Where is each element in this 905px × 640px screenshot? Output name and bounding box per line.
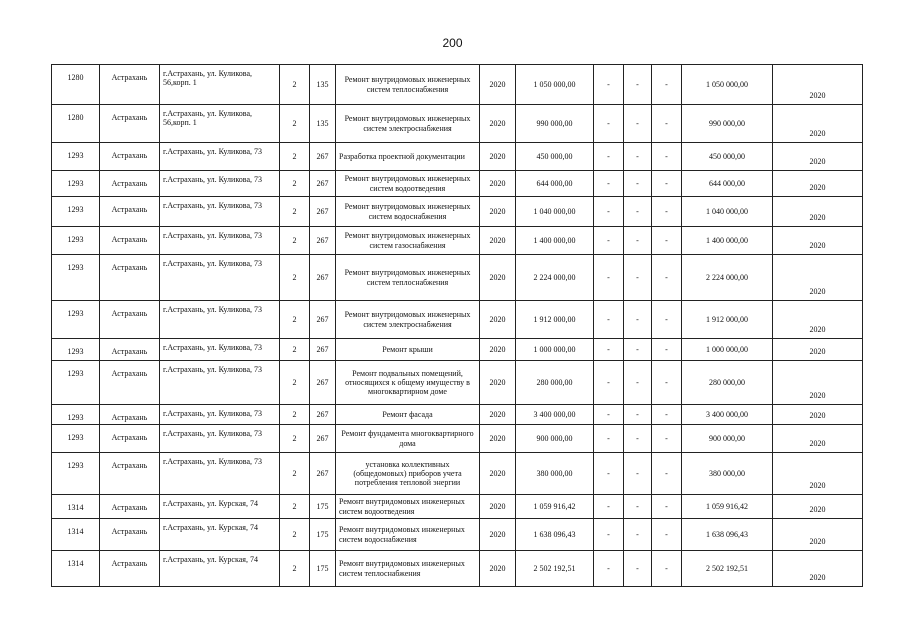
cell-dash-c: -	[652, 227, 682, 255]
cell-dash-c: -	[652, 495, 682, 519]
cell-cost: 280 000,00	[516, 361, 594, 405]
cell-total: 1 040 000,00	[682, 197, 773, 227]
cell-dash-b: -	[624, 197, 652, 227]
cell-floors: 2	[280, 519, 310, 551]
cell-floors: 2	[280, 105, 310, 143]
cell-house-id: 1314	[52, 495, 100, 519]
cell-cost: 1 040 000,00	[516, 197, 594, 227]
cell-dash-a: -	[594, 105, 624, 143]
cell-number: 135	[310, 105, 336, 143]
cell-house-id: 1293	[52, 197, 100, 227]
cell-total: 1 912 000,00	[682, 301, 773, 339]
cell-floors: 2	[280, 171, 310, 197]
cell-dash-c: -	[652, 197, 682, 227]
cell-house-id: 1293	[52, 255, 100, 301]
cell-year: 2020	[773, 425, 863, 453]
cell-floors: 2	[280, 361, 310, 405]
cell-house-id: 1293	[52, 301, 100, 339]
table-row	[52, 453, 863, 495]
cell-floors: 2	[280, 405, 310, 425]
cell-dash-b: -	[624, 227, 652, 255]
cell-city: Астрахань	[100, 143, 160, 171]
cell-work-type: Ремонт внутридомовых инженерных систем газоснабжения	[336, 227, 480, 255]
cell-dash-b: -	[624, 255, 652, 301]
cell-work-type: Ремонт внутридомовых инженерных систем теплоснабжения	[336, 551, 480, 587]
cell-work-type: Ремонт внутридомовых инженерных систем теплоснабжения	[336, 65, 480, 105]
cell-house-id: 1280	[52, 65, 100, 105]
cell-total: 380 000,00	[682, 453, 773, 495]
cell-plan-year: 2020	[480, 551, 516, 587]
cell-work-type: Ремонт внутридомовых инженерных систем водоснабжения	[336, 197, 480, 227]
cell-dash-a: -	[594, 425, 624, 453]
cell-city: Астрахань	[100, 171, 160, 197]
cell-work-type: Ремонт внутридомовых инженерных систем водоснабжения	[336, 519, 480, 551]
cell-cost: 1 912 000,00	[516, 301, 594, 339]
cell-year: 2020	[773, 405, 863, 425]
cell-dash-b: -	[624, 143, 652, 171]
cell-number: 175	[310, 519, 336, 551]
cell-city: Астрахань	[100, 197, 160, 227]
cell-cost: 450 000,00	[516, 143, 594, 171]
cell-dash-a: -	[594, 197, 624, 227]
cell-year: 2020	[773, 301, 863, 339]
cell-house-id: 1293	[52, 171, 100, 197]
cell-cost: 380 000,00	[516, 453, 594, 495]
cell-floors: 2	[280, 425, 310, 453]
cell-city: Астрахань	[100, 339, 160, 361]
cell-dash-c: -	[652, 301, 682, 339]
cell-plan-year: 2020	[480, 65, 516, 105]
cell-dash-a: -	[594, 405, 624, 425]
cell-work-type: Ремонт крыши	[336, 339, 480, 361]
cell-number: 267	[310, 425, 336, 453]
cell-year: 2020	[773, 255, 863, 301]
cell-plan-year: 2020	[480, 519, 516, 551]
cell-dash-a: -	[594, 339, 624, 361]
cell-dash-a: -	[594, 255, 624, 301]
cell-dash-b: -	[624, 301, 652, 339]
cell-year: 2020	[773, 519, 863, 551]
cell-cost: 900 000,00	[516, 425, 594, 453]
cell-dash-b: -	[624, 551, 652, 587]
cell-address: г.Астрахань, ул. Куликова, 56,корп. 1	[160, 105, 280, 143]
cell-work-type: Ремонт внутридомовых инженерных систем водоотведения	[336, 495, 480, 519]
cell-year: 2020	[773, 105, 863, 143]
cell-plan-year: 2020	[480, 143, 516, 171]
table-row	[52, 405, 863, 425]
cell-city: Астрахань	[100, 301, 160, 339]
cell-plan-year: 2020	[480, 361, 516, 405]
cell-total: 1 000 000,00	[682, 339, 773, 361]
cell-dash-b: -	[624, 339, 652, 361]
table-row	[52, 425, 863, 453]
cell-year: 2020	[773, 495, 863, 519]
cell-total: 280 000,00	[682, 361, 773, 405]
cell-address: г.Астрахань, ул. Куликова, 73	[160, 425, 280, 453]
cell-dash-c: -	[652, 519, 682, 551]
cell-address: г.Астрахань, ул. Курская, 74	[160, 519, 280, 551]
cell-work-type: Разработка проектной документации	[336, 143, 480, 171]
cell-plan-year: 2020	[480, 453, 516, 495]
cell-dash-a: -	[594, 301, 624, 339]
cell-total: 2 224 000,00	[682, 255, 773, 301]
cell-address: г.Астрахань, ул. Куликова, 73	[160, 405, 280, 425]
cell-number: 267	[310, 301, 336, 339]
cell-dash-a: -	[594, 551, 624, 587]
cell-city: Астрахань	[100, 495, 160, 519]
page-number: 200	[442, 36, 463, 50]
cell-house-id: 1280	[52, 105, 100, 143]
cell-dash-c: -	[652, 425, 682, 453]
cell-number: 267	[310, 143, 336, 171]
cell-address: г.Астрахань, ул. Куликова, 73	[160, 361, 280, 405]
cell-cost: 1 400 000,00	[516, 227, 594, 255]
cell-dash-b: -	[624, 65, 652, 105]
cell-total: 1 638 096,43	[682, 519, 773, 551]
table-row	[52, 197, 863, 227]
cell-number: 267	[310, 339, 336, 361]
cell-total: 990 000,00	[682, 105, 773, 143]
cell-address: г.Астрахань, ул. Куликова, 73	[160, 301, 280, 339]
cell-dash-b: -	[624, 453, 652, 495]
cell-house-id: 1314	[52, 551, 100, 587]
cell-house-id: 1293	[52, 425, 100, 453]
cell-number: 267	[310, 405, 336, 425]
cell-house-id: 1293	[52, 227, 100, 255]
cell-cost: 1 000 000,00	[516, 339, 594, 361]
cell-plan-year: 2020	[480, 105, 516, 143]
cell-address: г.Астрахань, ул. Курская, 74	[160, 495, 280, 519]
cell-dash-c: -	[652, 339, 682, 361]
cell-address: г.Астрахань, ул. Куликова, 73	[160, 197, 280, 227]
cell-plan-year: 2020	[480, 255, 516, 301]
cell-dash-c: -	[652, 171, 682, 197]
cell-year: 2020	[773, 551, 863, 587]
cell-cost: 1 050 000,00	[516, 65, 594, 105]
cell-year: 2020	[773, 197, 863, 227]
cell-dash-a: -	[594, 143, 624, 171]
cell-plan-year: 2020	[480, 495, 516, 519]
cell-dash-c: -	[652, 405, 682, 425]
cell-house-id: 1293	[52, 339, 100, 361]
cell-total: 644 000,00	[682, 171, 773, 197]
cell-plan-year: 2020	[480, 339, 516, 361]
cell-plan-year: 2020	[480, 227, 516, 255]
cell-dash-b: -	[624, 105, 652, 143]
cell-number: 175	[310, 495, 336, 519]
cell-address: г.Астрахань, ул. Куликова, 73	[160, 227, 280, 255]
cell-city: Астрахань	[100, 361, 160, 405]
cell-dash-b: -	[624, 495, 652, 519]
cell-city: Астрахань	[100, 551, 160, 587]
cell-floors: 2	[280, 255, 310, 301]
cell-dash-a: -	[594, 495, 624, 519]
cell-number: 267	[310, 197, 336, 227]
cell-number: 267	[310, 361, 336, 405]
cell-total: 2 502 192,51	[682, 551, 773, 587]
cell-address: г.Астрахань, ул. Куликова, 73	[160, 453, 280, 495]
cell-plan-year: 2020	[480, 197, 516, 227]
cell-floors: 2	[280, 197, 310, 227]
table-row	[52, 255, 863, 301]
cell-total: 1 059 916,42	[682, 495, 773, 519]
cell-address: г.Астрахань, ул. Куликова, 73	[160, 339, 280, 361]
cell-work-type: Ремонт фасада	[336, 405, 480, 425]
cell-work-type: Ремонт подвальных помещений, относящихся к общему имуществу в многоквартирном доме	[336, 361, 480, 405]
cell-number: 267	[310, 453, 336, 495]
cell-floors: 2	[280, 65, 310, 105]
cell-house-id: 1293	[52, 453, 100, 495]
cell-year: 2020	[773, 453, 863, 495]
cell-number: 175	[310, 551, 336, 587]
cell-dash-c: -	[652, 361, 682, 405]
cell-floors: 2	[280, 301, 310, 339]
cell-cost: 2 224 000,00	[516, 255, 594, 301]
cell-dash-b: -	[624, 405, 652, 425]
table-row	[52, 65, 863, 105]
cell-number: 267	[310, 255, 336, 301]
table-row	[52, 227, 863, 255]
cell-work-type: Ремонт внутридомовых инженерных систем электроснабжения	[336, 105, 480, 143]
cell-total: 3 400 000,00	[682, 405, 773, 425]
cell-city: Астрахань	[100, 255, 160, 301]
cell-year: 2020	[773, 227, 863, 255]
cell-year: 2020	[773, 143, 863, 171]
cell-work-type: Ремонт внутридомовых инженерных систем электроснабжения	[336, 301, 480, 339]
cell-house-id: 1293	[52, 405, 100, 425]
cell-total: 900 000,00	[682, 425, 773, 453]
cell-plan-year: 2020	[480, 301, 516, 339]
table-row	[52, 519, 863, 551]
cell-year: 2020	[773, 65, 863, 105]
cell-dash-a: -	[594, 171, 624, 197]
cell-dash-b: -	[624, 361, 652, 405]
cell-dash-c: -	[652, 453, 682, 495]
cell-city: Астрахань	[100, 405, 160, 425]
cell-floors: 2	[280, 551, 310, 587]
cell-city: Астрахань	[100, 105, 160, 143]
table-row	[52, 551, 863, 587]
table-row	[52, 105, 863, 143]
table-row	[52, 171, 863, 197]
cell-house-id: 1293	[52, 143, 100, 171]
cell-dash-c: -	[652, 551, 682, 587]
cell-cost: 1 059 916,42	[516, 495, 594, 519]
cell-plan-year: 2020	[480, 171, 516, 197]
cell-dash-a: -	[594, 453, 624, 495]
table-row	[52, 339, 863, 361]
table-row	[52, 361, 863, 405]
table-body	[52, 65, 863, 587]
capital-repair-table	[51, 64, 863, 587]
table-row	[52, 301, 863, 339]
cell-dash-a: -	[594, 65, 624, 105]
cell-cost: 990 000,00	[516, 105, 594, 143]
cell-address: г.Астрахань, ул. Куликова, 73	[160, 143, 280, 171]
cell-cost: 3 400 000,00	[516, 405, 594, 425]
cell-city: Астрахань	[100, 227, 160, 255]
cell-dash-c: -	[652, 143, 682, 171]
cell-address: г.Астрахань, ул. Куликова, 73	[160, 255, 280, 301]
cell-dash-a: -	[594, 227, 624, 255]
cell-dash-c: -	[652, 105, 682, 143]
cell-number: 267	[310, 171, 336, 197]
cell-cost: 2 502 192,51	[516, 551, 594, 587]
cell-address: г.Астрахань, ул. Куликова, 56,корп. 1	[160, 65, 280, 105]
cell-year: 2020	[773, 361, 863, 405]
cell-city: Астрахань	[100, 453, 160, 495]
cell-total: 1 400 000,00	[682, 227, 773, 255]
cell-number: 267	[310, 227, 336, 255]
cell-total: 1 050 000,00	[682, 65, 773, 105]
cell-floors: 2	[280, 495, 310, 519]
cell-year: 2020	[773, 339, 863, 361]
cell-work-type: Ремонт фундамента многоквартирного дома	[336, 425, 480, 453]
cell-city: Астрахань	[100, 425, 160, 453]
cell-cost: 1 638 096,43	[516, 519, 594, 551]
cell-plan-year: 2020	[480, 425, 516, 453]
cell-address: г.Астрахань, ул. Курская, 74	[160, 551, 280, 587]
cell-floors: 2	[280, 339, 310, 361]
cell-house-id: 1314	[52, 519, 100, 551]
cell-year: 2020	[773, 171, 863, 197]
table-row	[52, 143, 863, 171]
cell-work-type: установка коллективных (общедомовых) приборов учета потребления тепловой энергии	[336, 453, 480, 495]
cell-number: 135	[310, 65, 336, 105]
cell-city: Астрахань	[100, 519, 160, 551]
cell-dash-a: -	[594, 361, 624, 405]
cell-dash-a: -	[594, 519, 624, 551]
cell-dash-b: -	[624, 519, 652, 551]
cell-cost: 644 000,00	[516, 171, 594, 197]
cell-plan-year: 2020	[480, 405, 516, 425]
cell-house-id: 1293	[52, 361, 100, 405]
cell-work-type: Ремонт внутридомовых инженерных систем водоотведения	[336, 171, 480, 197]
cell-address: г.Астрахань, ул. Куликова, 73	[160, 171, 280, 197]
cell-floors: 2	[280, 227, 310, 255]
cell-dash-b: -	[624, 171, 652, 197]
cell-total: 450 000,00	[682, 143, 773, 171]
cell-city: Астрахань	[100, 65, 160, 105]
cell-dash-b: -	[624, 425, 652, 453]
table-row	[52, 495, 863, 519]
cell-dash-c: -	[652, 255, 682, 301]
cell-floors: 2	[280, 143, 310, 171]
cell-work-type: Ремонт внутридомовых инженерных систем теплоснабжения	[336, 255, 480, 301]
cell-floors: 2	[280, 453, 310, 495]
cell-dash-c: -	[652, 65, 682, 105]
